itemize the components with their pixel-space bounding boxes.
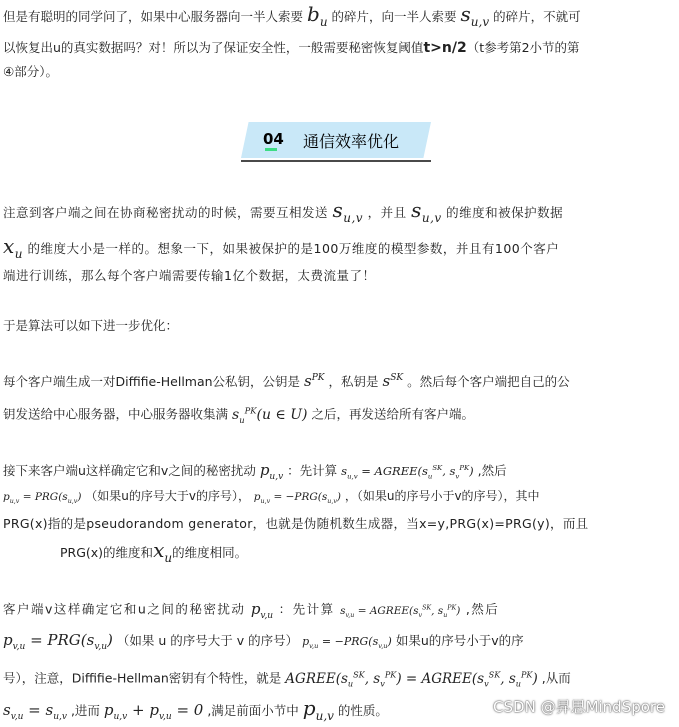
math-prg-negative: $p_{u,v} = -PRG(s_{u,v})$ <box>253 491 342 506</box>
text: PRG(x)指的是pseudorandom generator，也就是伪随机数生成器，当x=y,PRG(x)=PRG(y)，而且 <box>3 516 589 531</box>
paragraph-line <box>3 38 676 58</box>
text: ，并且 <box>367 205 407 220</box>
heading-accent <box>265 148 277 151</box>
math-s-uv: $s_{u,v}$ <box>332 198 364 225</box>
text: ④部分）。 <box>3 64 58 79</box>
math-b-u: $b_u$ <box>307 2 328 29</box>
math-x-u: $x_u$ <box>153 538 173 565</box>
text: 号），注意，Diffifie-Hellman密钥有个特性，就是 <box>3 670 282 686</box>
text: ：先计算 <box>278 601 335 617</box>
paragraph-line <box>3 486 676 512</box>
text: ,从而 <box>541 670 571 686</box>
text: 但是有聪明的同学问了，如果中心服务器向一半人索要 <box>3 9 304 24</box>
text: 于是算法可以如下进一步优化： <box>3 318 179 333</box>
paragraph-line <box>3 514 676 534</box>
watermark: CSDN @昇思MindSpore <box>493 698 665 716</box>
text: 的维度相同。 <box>172 545 248 560</box>
text: 的碎片，向一半人索要 <box>331 9 457 24</box>
text: 每个客户端生成一对Diffifie-Hellman公私钥，公钥是 <box>3 374 301 389</box>
math-prg-positive: $p_{u,v} = PRG(s_{u,v})$ <box>3 491 82 506</box>
paragraph-line <box>60 540 676 568</box>
text: 注意到客户端之间在协商秘密扰动的时候，需要互相发送 <box>3 205 329 220</box>
text: （如果 u 的序号大于 v 的序号） <box>116 633 299 648</box>
text: ：先计算 <box>287 462 338 478</box>
section-number: 04 <box>263 130 284 148</box>
text: ,然后 <box>477 462 507 478</box>
paragraph-line <box>3 630 676 657</box>
math-p-uv: $p_{u,v}$ <box>259 460 284 482</box>
math-x-u: $x_u$ <box>3 234 24 261</box>
text: 的维度和被保护数据 <box>446 205 564 220</box>
paragraph-client-v <box>3 598 676 626</box>
math-p-vu: $p_{v,u}$ <box>250 599 274 621</box>
text: PRG(x)的维度和 <box>60 545 154 560</box>
paragraph-line <box>3 236 676 264</box>
text: 钥发送给中心服务器，中心服务器收集满 <box>3 406 229 422</box>
math-s-uv: $s_{u,v}$ <box>411 198 442 225</box>
text: （如果u的序号大于v的序号）， <box>85 489 250 503</box>
math-p-sum-zero: $p_{u,v} + p_{v,u} = 0$ <box>103 701 204 722</box>
math-s-pk: $s^{PK}$ <box>304 372 325 390</box>
text: 的维度大小是一样的。想象一下，如果被保护的是100万维度的模型参数，并且有100个客户 <box>27 241 560 256</box>
math-s-sk: $s^{SK}$ <box>382 372 404 390</box>
math-p-uv: $p_{u,v}$ <box>302 696 334 723</box>
text: 如果u的序号小于v的序 <box>395 633 524 648</box>
math-agree-uv: $s_{u,v}$ = $AGREE(s_u^{SK}$, $s_v^{PK}$) <box>341 463 474 481</box>
text: ，私钥是 <box>328 374 379 389</box>
text: 以恢复出u的真实数据吗？对！所以为了保证安全性，一般需要秘密恢复阈值 <box>3 40 424 55</box>
paragraph-line <box>3 664 676 693</box>
threshold-formula: t>n/2 <box>423 40 467 56</box>
paragraph-communication <box>3 200 676 228</box>
paragraph-line <box>3 266 676 286</box>
paragraph-optimize-intro <box>3 316 676 336</box>
math-s-symmetry: $s_{v,u} = s_{u,v}$ <box>3 701 67 722</box>
text: 接下来客户端u这样确定它和v之间的秘密扰动 <box>3 462 256 478</box>
paragraph-line <box>3 400 676 429</box>
math-s-u-pk: $s_u^{PK}(u$ ∈ U) <box>232 405 308 425</box>
paragraph-line <box>3 62 676 82</box>
math-s-uv: $s_{u,v}$ <box>460 2 490 29</box>
text: 端进行训练，那么每个客户端需要传输1亿个数据，太费流量了！ <box>3 268 376 283</box>
text: ,然后 <box>465 601 500 617</box>
text: 的性质。 <box>337 703 388 718</box>
text: 的碎片，不就可 <box>493 9 581 24</box>
section-title: 通信效率优化 <box>303 132 400 151</box>
section-heading <box>241 120 434 162</box>
heading-underline <box>241 160 431 162</box>
paragraph-client-u <box>3 458 676 487</box>
math-prg-negative: $p_{v,u} = -PRG(s_{v,u})$ <box>302 635 392 651</box>
text: 之后，再发送给所有客户端。 <box>311 406 475 422</box>
text: ,进而 <box>70 703 100 718</box>
text: 。然后每个客户端把自己的公 <box>407 374 570 389</box>
math-prg-positive: $p_{v,u} = PRG(s_{v,u})$ <box>3 631 113 652</box>
text: （t参考第2小节的第 <box>466 40 580 55</box>
math-agree-equality: $AGREE(s_u^{SK}$, $s_v^{PK}$) = $AGREE(s_v^{SK}$, $s_u^{PK}$) <box>285 669 538 689</box>
text: ，（如果u的序号小于v的序号），其中 <box>344 489 540 503</box>
math-agree-vu: $s_{v,u}$ = $AGREE(s_v^{SK}$, $s_u^{PK}$) <box>340 604 461 619</box>
text: 客户端v这样确定它和u之间的秘密扰动 <box>3 601 246 617</box>
paragraph-secret-threshold <box>3 4 676 32</box>
text: ,满足前面小节中 <box>207 703 299 718</box>
paragraph-dh-keys <box>3 368 676 392</box>
